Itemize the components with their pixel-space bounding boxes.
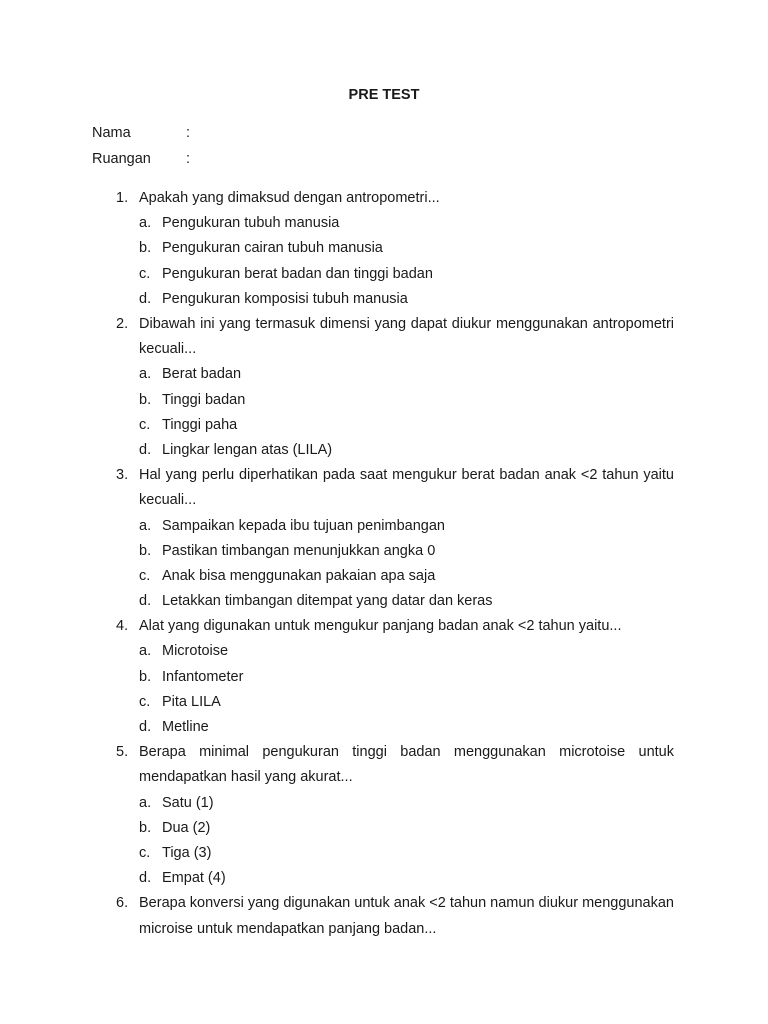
option-letter: d.	[139, 870, 152, 887]
option-letter: a.	[139, 215, 152, 232]
nama-field	[92, 124, 190, 142]
question-number: 3.	[116, 467, 129, 484]
option-list	[0, 639, 768, 740]
option-a	[0, 514, 768, 539]
question-1	[0, 186, 768, 312]
question-number: 1.	[116, 190, 129, 206]
option-text: Dua (2)	[162, 819, 211, 836]
question-number: 2.	[116, 315, 129, 332]
option-a	[0, 211, 768, 236]
field-label: Nama	[92, 125, 131, 141]
option-text: Pengukuran cairan tubuh manusia	[162, 240, 383, 257]
option-text: Anak bisa menggunakan pakaian apa saja	[162, 567, 436, 584]
option-text: Microtoise	[162, 643, 229, 660]
option-list	[0, 362, 768, 463]
option-text: Pengukuran komposisi tubuh manusia	[162, 290, 408, 307]
option-letter: c.	[139, 265, 151, 282]
question-text: Alat yang digunakan untuk mengukur panjang badan anak <2 tahun yaitu...	[139, 618, 622, 635]
question-number: 4.	[116, 618, 129, 635]
ruangan-field	[92, 150, 190, 168]
option-c	[0, 262, 768, 287]
option-c	[0, 564, 768, 589]
question-5	[0, 740, 768, 891]
option-letter: b.	[139, 240, 152, 257]
question-3	[0, 463, 768, 614]
option-a	[0, 791, 768, 816]
option-letter: d.	[139, 290, 152, 307]
question-text: Berapa minimal pengukuran tinggi badan menggunakan microtoise untuk mendapatkan hasil yang akurat...	[139, 744, 674, 786]
question-text: Dibawah ini yang termasuk dimensi yang dapat diukur menggunakan antropometri kecuali...	[139, 315, 674, 358]
option-d	[0, 589, 768, 614]
option-text: Satu (1)	[162, 794, 214, 811]
field-separator: :	[186, 151, 191, 167]
question-list	[0, 186, 768, 942]
option-b	[0, 388, 768, 413]
option-a	[0, 362, 768, 387]
question-text: Hal yang perlu diperhatikan pada saat mengukur berat badan anak <2 tahun yaitu kecuali...	[139, 467, 674, 509]
option-text: Pengukuran tubuh manusia	[162, 215, 340, 232]
question-6	[0, 891, 768, 941]
option-text: Infantometer	[162, 668, 244, 685]
option-text: Pastikan timbangan menunjukkan angka 0	[162, 542, 436, 559]
option-text: Empat (4)	[162, 870, 226, 887]
question-text: Apakah yang dimaksud dengan antropometri...	[139, 190, 440, 206]
option-letter: c.	[139, 693, 151, 710]
question-number: 5.	[116, 744, 129, 761]
question-text: Berapa konversi yang digunakan untuk anak <2 tahun namun diukur menggunakan microise untuk mendapatkan panjang badan...	[139, 895, 674, 937]
page-title: PRE TEST	[348, 87, 420, 103]
option-text: Tinggi badan	[162, 391, 246, 408]
option-d	[0, 715, 768, 740]
option-list	[0, 514, 768, 615]
option-d	[0, 866, 768, 891]
option-text: Letakkan timbangan ditempat yang datar dan keras	[162, 593, 493, 610]
option-letter: d.	[139, 441, 152, 458]
option-letter: c.	[139, 845, 151, 861]
option-d	[0, 438, 768, 463]
option-c	[0, 413, 768, 438]
option-c	[0, 690, 768, 715]
option-b	[0, 816, 768, 841]
option-letter: d.	[139, 593, 152, 610]
option-letter: b.	[139, 542, 152, 559]
option-text: Sampaikan kepada ibu tujuan penimbangan	[162, 517, 445, 534]
option-text: Tiga (3)	[162, 845, 212, 861]
option-list	[0, 211, 768, 312]
option-letter: c.	[139, 416, 151, 433]
field-label: Ruangan	[92, 151, 151, 167]
option-letter: b.	[139, 391, 152, 408]
question-4	[0, 614, 768, 740]
option-b	[0, 236, 768, 261]
option-letter: a.	[139, 643, 152, 660]
option-letter: b.	[139, 819, 152, 836]
option-text: Pita LILA	[162, 693, 221, 710]
option-letter: a.	[139, 517, 152, 534]
option-text: Metline	[162, 719, 209, 736]
option-letter: a.	[139, 794, 152, 811]
option-a	[0, 639, 768, 664]
option-letter: c.	[139, 567, 151, 584]
question-2	[0, 312, 768, 463]
option-d	[0, 287, 768, 312]
option-b	[0, 539, 768, 564]
option-text: Pengukuran berat badan dan tinggi badan	[162, 265, 433, 282]
option-text: Tinggi paha	[162, 416, 238, 433]
option-text: Lingkar lengan atas (LILA)	[162, 441, 333, 458]
option-letter: b.	[139, 668, 152, 685]
option-text: Berat badan	[162, 366, 242, 383]
option-list	[0, 791, 768, 892]
field-separator: :	[186, 125, 191, 141]
option-b	[0, 665, 768, 690]
option-letter: d.	[139, 719, 152, 736]
option-c	[0, 841, 768, 866]
option-letter: a.	[139, 366, 152, 383]
question-number: 6.	[116, 895, 129, 912]
